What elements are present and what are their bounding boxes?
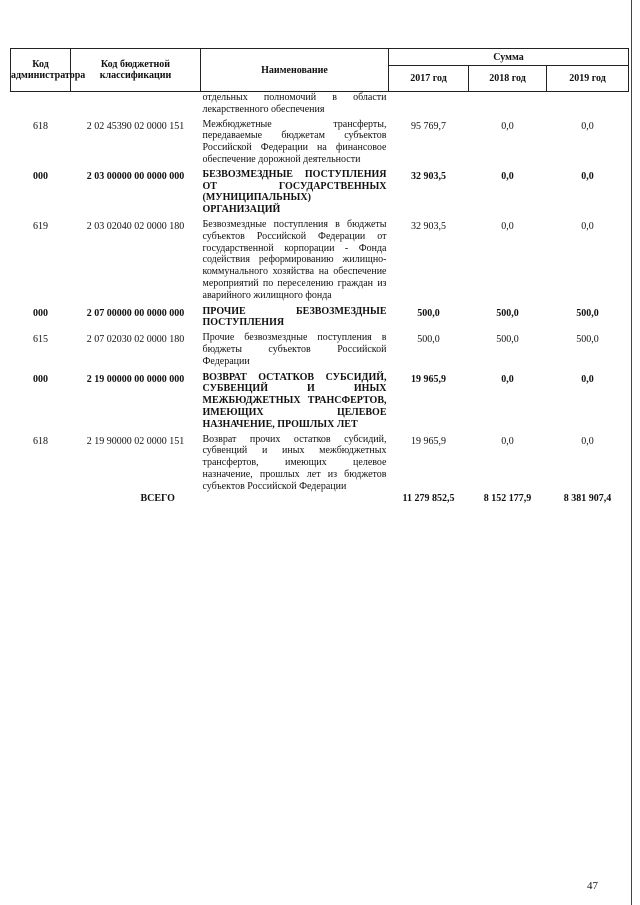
header-year-2017: 2017 год bbox=[389, 66, 469, 92]
admin-code-cell: 618 bbox=[33, 120, 48, 132]
value-2017-cell: 32 903,5 bbox=[411, 220, 446, 232]
header-budget-code: Код бюджетной классификации bbox=[71, 49, 201, 92]
value-2017-cell: 32 903,5 bbox=[411, 170, 446, 182]
budget-code-cell: 2 07 02030 02 0000 180 bbox=[86, 334, 185, 346]
value-2017-cell: 95 769,7 bbox=[411, 120, 446, 132]
value-2019-cell: 0,0 bbox=[581, 435, 594, 447]
budget-code-cell bbox=[71, 92, 201, 119]
value-2019-cell: 0,0 bbox=[581, 220, 594, 232]
value-2019-cell: 0,0 bbox=[581, 373, 594, 385]
header-admin-code: Код администратора bbox=[11, 49, 71, 92]
value-2018-cell: 0,0 bbox=[501, 120, 514, 132]
table-row bbox=[11, 92, 629, 119]
value-2017-cell: 500,0 bbox=[417, 307, 440, 319]
value-2017-cell: 19 965,9 bbox=[411, 435, 446, 447]
name-cell: Прочие безвозмездные поступления в бюджеты субъектов Российской Федерации bbox=[202, 332, 387, 367]
value-2019-cell: 0,0 bbox=[581, 120, 594, 132]
table-row bbox=[11, 119, 629, 169]
table-row bbox=[11, 372, 629, 434]
table-row bbox=[11, 306, 629, 333]
page-number: 47 bbox=[587, 880, 598, 892]
table-body bbox=[11, 92, 629, 493]
total-2018: 8 152 177,9 bbox=[483, 492, 532, 504]
value-2017-cell: 19 965,9 bbox=[411, 373, 446, 385]
header-year-2018: 2018 год bbox=[469, 66, 547, 92]
budget-code-cell: 2 03 00000 00 0000 000 bbox=[86, 170, 185, 182]
value-2017-cell bbox=[389, 92, 469, 119]
admin-code-cell bbox=[11, 92, 71, 119]
admin-code-cell: 000 bbox=[33, 307, 48, 319]
admin-code-cell: 619 bbox=[33, 220, 48, 232]
budget-code-cell: 2 03 02040 02 0000 180 bbox=[86, 220, 185, 232]
value-2018-cell: 0,0 bbox=[501, 373, 514, 385]
total-2017: 11 279 852,5 bbox=[402, 492, 455, 504]
budget-code-cell: 2 19 90000 02 0000 151 bbox=[86, 435, 185, 447]
admin-code-cell: 000 bbox=[33, 373, 48, 385]
value-2019-cell: 0,0 bbox=[581, 170, 594, 182]
budget-table-page bbox=[10, 48, 628, 504]
name-cell: Безвозмездные поступления в бюджеты субъектов Российской Федерации от государственной корпорации - Фонда содействия реформированию жилищно-коммунального хозяйства на обеспечение мероприятий по переселению граждан из аварийного жилищного фонда bbox=[202, 218, 387, 301]
value-2018-cell: 0,0 bbox=[501, 435, 514, 447]
name-cell: БЕЗВОЗМЕЗДНЫЕ ПОСТУПЛЕНИЯ ОТ ГОСУДАРСТВЕННЫХ (МУНИЦИПАЛЬНЫХ) ОРГАНИЗАЦИЙ bbox=[202, 168, 387, 216]
total-2019: 8 381 907,4 bbox=[563, 492, 612, 504]
value-2018-cell bbox=[469, 92, 547, 119]
name-cell: отдельных полномочий в области лекарственного обеспечения bbox=[202, 92, 387, 115]
header-sum: Сумма bbox=[389, 49, 629, 66]
value-2017-cell: 500,0 bbox=[417, 334, 440, 346]
value-2018-cell: 500,0 bbox=[496, 334, 519, 346]
value-2019-cell: 500,0 bbox=[576, 307, 599, 319]
admin-code-cell: 618 bbox=[33, 435, 48, 447]
table-row bbox=[11, 169, 629, 219]
value-2019-cell: 500,0 bbox=[576, 334, 599, 346]
value-2019-cell bbox=[547, 92, 629, 119]
table-row bbox=[11, 434, 629, 493]
value-2018-cell: 0,0 bbox=[501, 170, 514, 182]
name-cell: ВОЗВРАТ ОСТАТКОВ СУБСИДИЙ, СУБВЕНЦИЙ И ИНЫХ МЕЖБЮДЖЕТНЫХ ТРАНСФЕРТОВ, ИМЕЮЩИХ ЦЕЛЕВОЕ НАЗНАЧЕНИЕ, ПРОШЛЫХ ЛЕТ bbox=[202, 371, 387, 430]
admin-code-cell: 000 bbox=[33, 170, 48, 182]
budget-code-cell: 2 19 00000 00 0000 000 bbox=[86, 373, 185, 385]
total-row bbox=[11, 493, 629, 505]
header-year-2019: 2019 год bbox=[547, 66, 629, 92]
total-label: ВСЕГО bbox=[140, 492, 175, 504]
admin-code-cell: 615 bbox=[33, 334, 48, 346]
budget-revenue-table bbox=[10, 48, 629, 504]
name-cell: ПРОЧИЕ БЕЗВОЗМЕЗДНЫЕ ПОСТУПЛЕНИЯ bbox=[202, 305, 387, 329]
value-2018-cell: 500,0 bbox=[496, 307, 519, 319]
name-cell: Возврат прочих остатков субсидий, субвенций и иных межбюджетных трансфертов, имеющих целевое назначение, прошлых лет из бюджетов субъектов Российской Федерации bbox=[202, 433, 387, 492]
page-edge-rule bbox=[631, 0, 632, 905]
value-2018-cell: 0,0 bbox=[501, 220, 514, 232]
table-row bbox=[11, 219, 629, 306]
name-cell: Межбюджетные трансферты, передаваемые бюджетам субъектов Российской Федерации на финансовое обеспечение дорожной деятельности bbox=[202, 118, 387, 165]
budget-code-cell: 2 02 45390 02 0000 151 bbox=[86, 120, 185, 132]
budget-code-cell: 2 07 00000 00 0000 000 bbox=[86, 307, 185, 319]
header-name: Наименование bbox=[201, 49, 389, 92]
table-row bbox=[11, 332, 629, 371]
